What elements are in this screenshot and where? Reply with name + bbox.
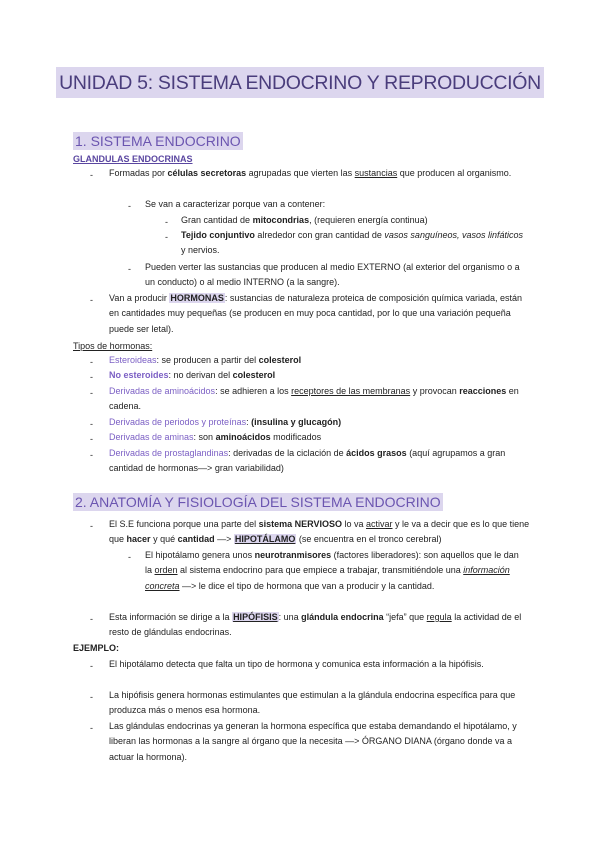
paragraph-tejido: Tejido conjuntivo alrededor con gran cantidad de vasos sanguíneos, vasos linfáticos y nervios. [181,230,523,256]
bullet: - [128,201,131,211]
bullet: - [90,434,93,444]
paragraph-hormonas: Van a producir HORMONAS: sustancias de naturaleza proteica de composición química variada, están en cantidades muy pequeñas (se producen en muy poca cantidad, por lo que una variación pequeña puede ser letal). [109,293,523,334]
paragraph-sistema-nervioso: El S.E funciona porque una parte del sistema NERVIOSO lo va activar y le va a decir que es lo que tiene que hacer y qué cantidad —> HIPOTÁLAMO (se encuentra en el tronco cerebral) [109,519,530,545]
bullet: - [90,170,93,180]
bullet: - [90,661,93,671]
paragraph-mitocondrias: Gran cantidad de mitocondrias, (requieren energía continua) [181,215,428,225]
types-label: Tipos de hormonas: [73,341,153,351]
example-item-3: Las glándulas endocrinas ya generan la hormona específica que estaba demandando el hipotálamo, y liberan las hormonas a la sangre al órgano que la necesita —> ÓRGANO DIANA (órgano donde va a actuar la hormona). [109,721,517,762]
paragraph-hipotalamo: El hipotálamo genera unos neurotranmisores (factores liberadores): son aquellos que le dan la orden al sistema endocrino para que empiece a trabajar, transmitiéndole una información concreta —> le dice el tipo de hormona que van a producir y la cantidad. [145,550,519,591]
bullet: - [128,264,131,274]
type-no-esteroides: No esteroides: no derivan del colesterol [109,370,276,380]
section-1-heading: 1. SISTEMA ENDOCRINO [75,133,241,149]
bullet: - [90,295,93,305]
type-proteinas: Derivadas de periodos y proteínas: (insulina y glucagón) [109,417,342,427]
paragraph-caracterizar: Se van a caracterizar porque van a contener: [145,199,326,209]
paragraph-secretoras: Formadas por células secretoras agrupadas que vierten las sustancias que producen al organismo. [109,168,512,178]
page-title: UNIDAD 5: SISTEMA ENDOCRINO Y REPRODUCCIÓN [0,72,600,95]
type-esteroideas: Esteroideas: se producen a partir del colesterol [109,355,302,365]
bullet: - [165,217,168,227]
example-item-2: La hipófisis genera hormonas estimulantes que estimulan a la glándula endocrina específica para que produzca más o menos esa hormona. [109,690,516,716]
example-item-1: El hipotálamo detecta que falta un tipo de hormona y comunica esta información a la hipófisis. [109,659,484,669]
bullet: - [90,692,93,702]
type-aminas: Derivadas de aminas: son aminoácidos modificados [109,432,322,442]
bullet: - [90,388,93,398]
bullet: - [165,232,168,242]
type-prostaglandinas: Derivadas de prostaglandinas: derivadas de la ciclación de ácidos grasos (aquí agrupamos a gran cantidad de hormonas—> gran variabilidad) [109,448,506,474]
bullet: - [90,357,93,367]
paragraph-hipofisis: Esta información se dirige a la HIPÓFISIS: una glándula endocrina “jefa” que regula la actividad de el resto de glándulas endocrinas. [109,612,522,638]
example-label: EJEMPLO: [73,643,120,653]
paragraph-verter: Pueden verter las sustancias que producen al medio EXTERNO (al exterior del organismo o a un conducto) o al medio INTERNO (a la sangre). [145,262,520,288]
bullet: - [90,419,93,429]
bullet: - [90,521,93,531]
bullet: - [90,450,93,460]
type-aminoacidos: Derivadas de aminoácidos: se adhieren a los receptores de las membranas y provocan reacciones en cadena. [109,386,519,412]
bullet: - [90,723,93,733]
bullet: - [90,372,93,382]
subheading-glandulas: GLANDULAS ENDOCRINAS [73,154,193,164]
bullet: - [90,614,93,624]
bullet: - [128,552,131,562]
section-2-heading: 2. ANATOMÍA Y FISIOLOGÍA DEL SISTEMA ENDOCRINO [75,494,441,510]
